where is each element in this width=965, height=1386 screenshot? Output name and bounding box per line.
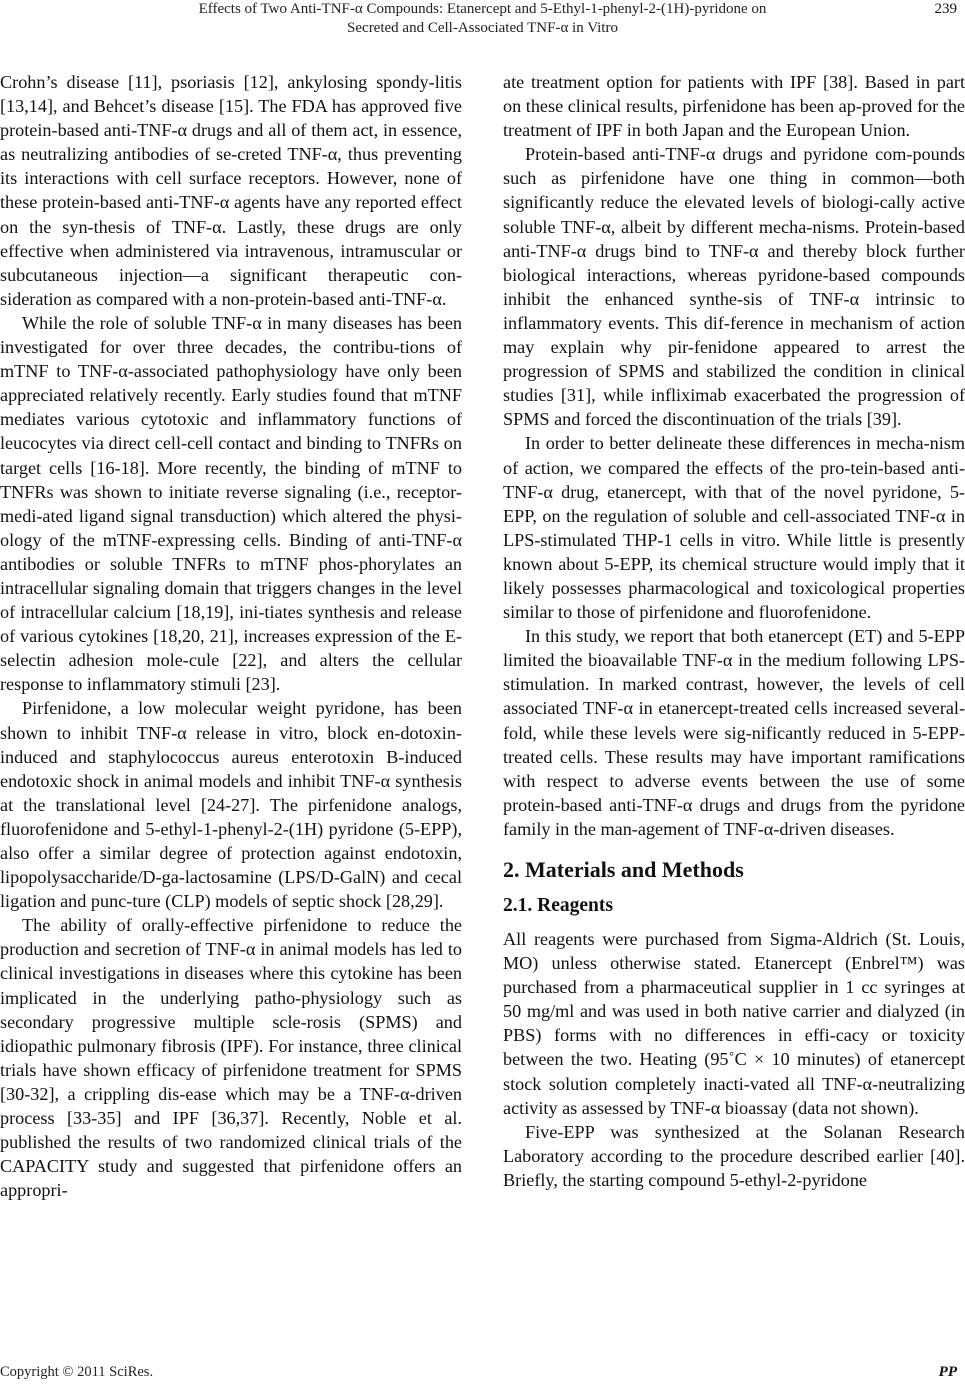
subsection-heading: 2.1. Reagents: [503, 895, 613, 916]
paragraph: ate treatment option for patients with IPF [38]. Based in part on these clinical results, pirfenidone has been ap-proved for the treatment of IPF in both Japan and the European Union.: [503, 72, 965, 141]
right-column: [503, 70, 965, 1192]
left-column: [0, 70, 462, 1202]
paragraph: The ability of orally-effective pirfenidone to reduce the production and secretion of TNF-α in animal models has led to clinical investigations in diseases where this cytokine has been implicated in the underlying patho-physiology such as secondary progressive multiple scle-rosis (SPMS) and idiopathic pulmonary fibrosis (IPF). For instance, three clinical trials have shown efficacy of pirfenidone treatment for SPMS [30-32], a crippling dis-ease which may be a TNF-α-driven process [33-35] and IPF [36,37]. Recently, Noble et al. published the results of two randomized clinical trials of the CAPACITY study and suggested that pirfenidone offers an appropri-: [0, 915, 462, 1201]
journal-abbreviation: PP: [938, 1364, 957, 1380]
paragraph: In order to better delineate these differences in mecha-nism of action, we compared the effects of the pro-tein-based anti-TNF-α drug, etanercept, with that of the novel pyridone, 5-EPP, on the regulation of soluble and cell-associated TNF-α in LPS-stimulated THP-1 cells in vitro. While little is presently known about 5-EPP, its chemical structure would imply that it likely possesses pharmacological and toxicological properties similar to those of pirfenidone and fluorofenidone.: [503, 433, 965, 623]
paragraph: Crohn’s disease [11], psoriasis [12], ankylosing spondy-litis [13,14], and Behcet’s disease [15]. The FDA has approved five protein-based anti-TNF-α drugs and all of them act, in essence, as neutralizing antibodies of se-creted TNF-α, thus preventing its interactions with cell surface receptors. However, none of these protein-based anti-TNF-α agents have any reported effect on the syn-thesis of TNF-α. Lastly, these drugs are only effective when administered via intravenous, intramuscular or subcutaneous injection—a significant therapeutic con-sideration as compared with a non-protein-based anti-TNF-α.: [0, 72, 462, 309]
paragraph: In this study, we report that both etanercept (ET) and 5-EPP limited the bioavailable TNF-α in the medium following LPS-stimulation. In marked contrast, however, the levels of cell associated TNF-α in etanercept-treated cells increased several-fold, while these levels were sig-nificantly reduced in 5-EPP-treated cells. These results may have important ramifications with respect to adverse events between the use of some protein-based anti-TNF-α drugs and drugs from the pyridone family in the man-agement of TNF-α-driven diseases.: [503, 626, 965, 839]
paragraph: All reagents were purchased from Sigma-Aldrich (St. Louis, MO) unless otherwise stated. Etanercept (Enbrel™) was purchased from a pharmaceutical supplier in 1 cc syringes at 50 mg/ml and was used in both native carrier and dialyzed (in PBS) forms with no differences in effi-cacy or toxicity between the two. Heating (95˚C × 10 minutes) of etanercept stock solution completely inacti-vated all TNF-α-neutralizing activity as assessed by TNF-α bioassay (data not shown).: [503, 929, 965, 1118]
paragraph: Protein-based anti-TNF-α drugs and pyridone com-pounds such as pirfenidone have one thing in common—both significantly reduce the elevated levels of biologi-cally active soluble TNF-α, albeit by different mecha-nisms. Protein-based anti-TNF-α drugs bind to TNF-α and thereby block further biological interactions, whereas pyridone-based compounds inhibit the enhanced synthe-sis of TNF-α intrinsic to inflammatory events. This dif-ference in mechanism of action may explain why pir-fenidone appeared to arrest the progression of SPMS and stabilized the condition in clinical studies [31], while infliximab exacerbated the progression of SPMS and forced the discontinuation of the trials [39].: [503, 144, 965, 430]
page-number: 239: [934, 1, 957, 17]
paragraph: Five-EPP was synthesized at the Solanan Research Laboratory according to the procedure described earlier [40]. Briefly, the starting compound 5-ethyl-2-pyridone: [503, 1121, 965, 1190]
copyright-notice: Copyright © 2011 SciRes.: [0, 1364, 154, 1380]
paragraph: While the role of soluble TNF-α in many diseases has been investigated for over three decades, the contribu-tions of mTNF to TNF-α-associated pathophysiology have only been appreciated relatively recently. Early studies found that mTNF mediates various cytotoxic and inflammatory functions of leucocytes via direct cell-cell contact and binding to TNFRs on target cells [16-18]. More recently, the binding of mTNF to TNFRs was shown to initiate reverse signaling (i.e., receptor-medi-ated ligand signal transduction) which altered the physi-ology of the mTNF-expressing cells. Binding of anti-TNF-α antibodies or soluble TNFRs to mTNF phos-phorylates an intracellular signaling domain that triggers changes in the level of intracellular calcium [18,19], ini-tiates synthesis and release of various cytokines [18,20, 21], increases expression of the E-selectin adhesion mole-cule [22], and alters the cellular response to inflammatory stimuli [23].: [0, 312, 462, 695]
running-title-line-2: Secreted and Cell-Associated TNF-α in Vitro: [347, 20, 618, 36]
running-title-line-1: Effects of Two Anti-TNF-α Compounds: Etanercept and 5-Ethyl-1-phenyl-2-(1H)-pyridone on: [198, 1, 767, 17]
paragraph: Pirfenidone, a low molecular weight pyridone, has been shown to inhibit TNF-α release in vitro, block en-dotoxin-induced and staphylococcus aureus enterotoxin B-induced endotoxic shock in animal models and inhibit TNF-α synthesis at the translational level [24-27]. The pirfenidone analogs, fluorofenidone and 5-ethyl-1-phenyl-2-(1H) pyridone (5-EPP), also offer a similar degree of protection against endotoxin, lipopolysaccharide/D-ga-lactosamine (LPS/D-GalN) and cecal ligation and punc-ture (CLP) models of septic shock [28,29].: [0, 698, 462, 912]
running-header: [0, 0, 965, 50]
page-footer: [0, 1364, 965, 1386]
section-heading: 2. Materials and Methods: [503, 857, 744, 882]
